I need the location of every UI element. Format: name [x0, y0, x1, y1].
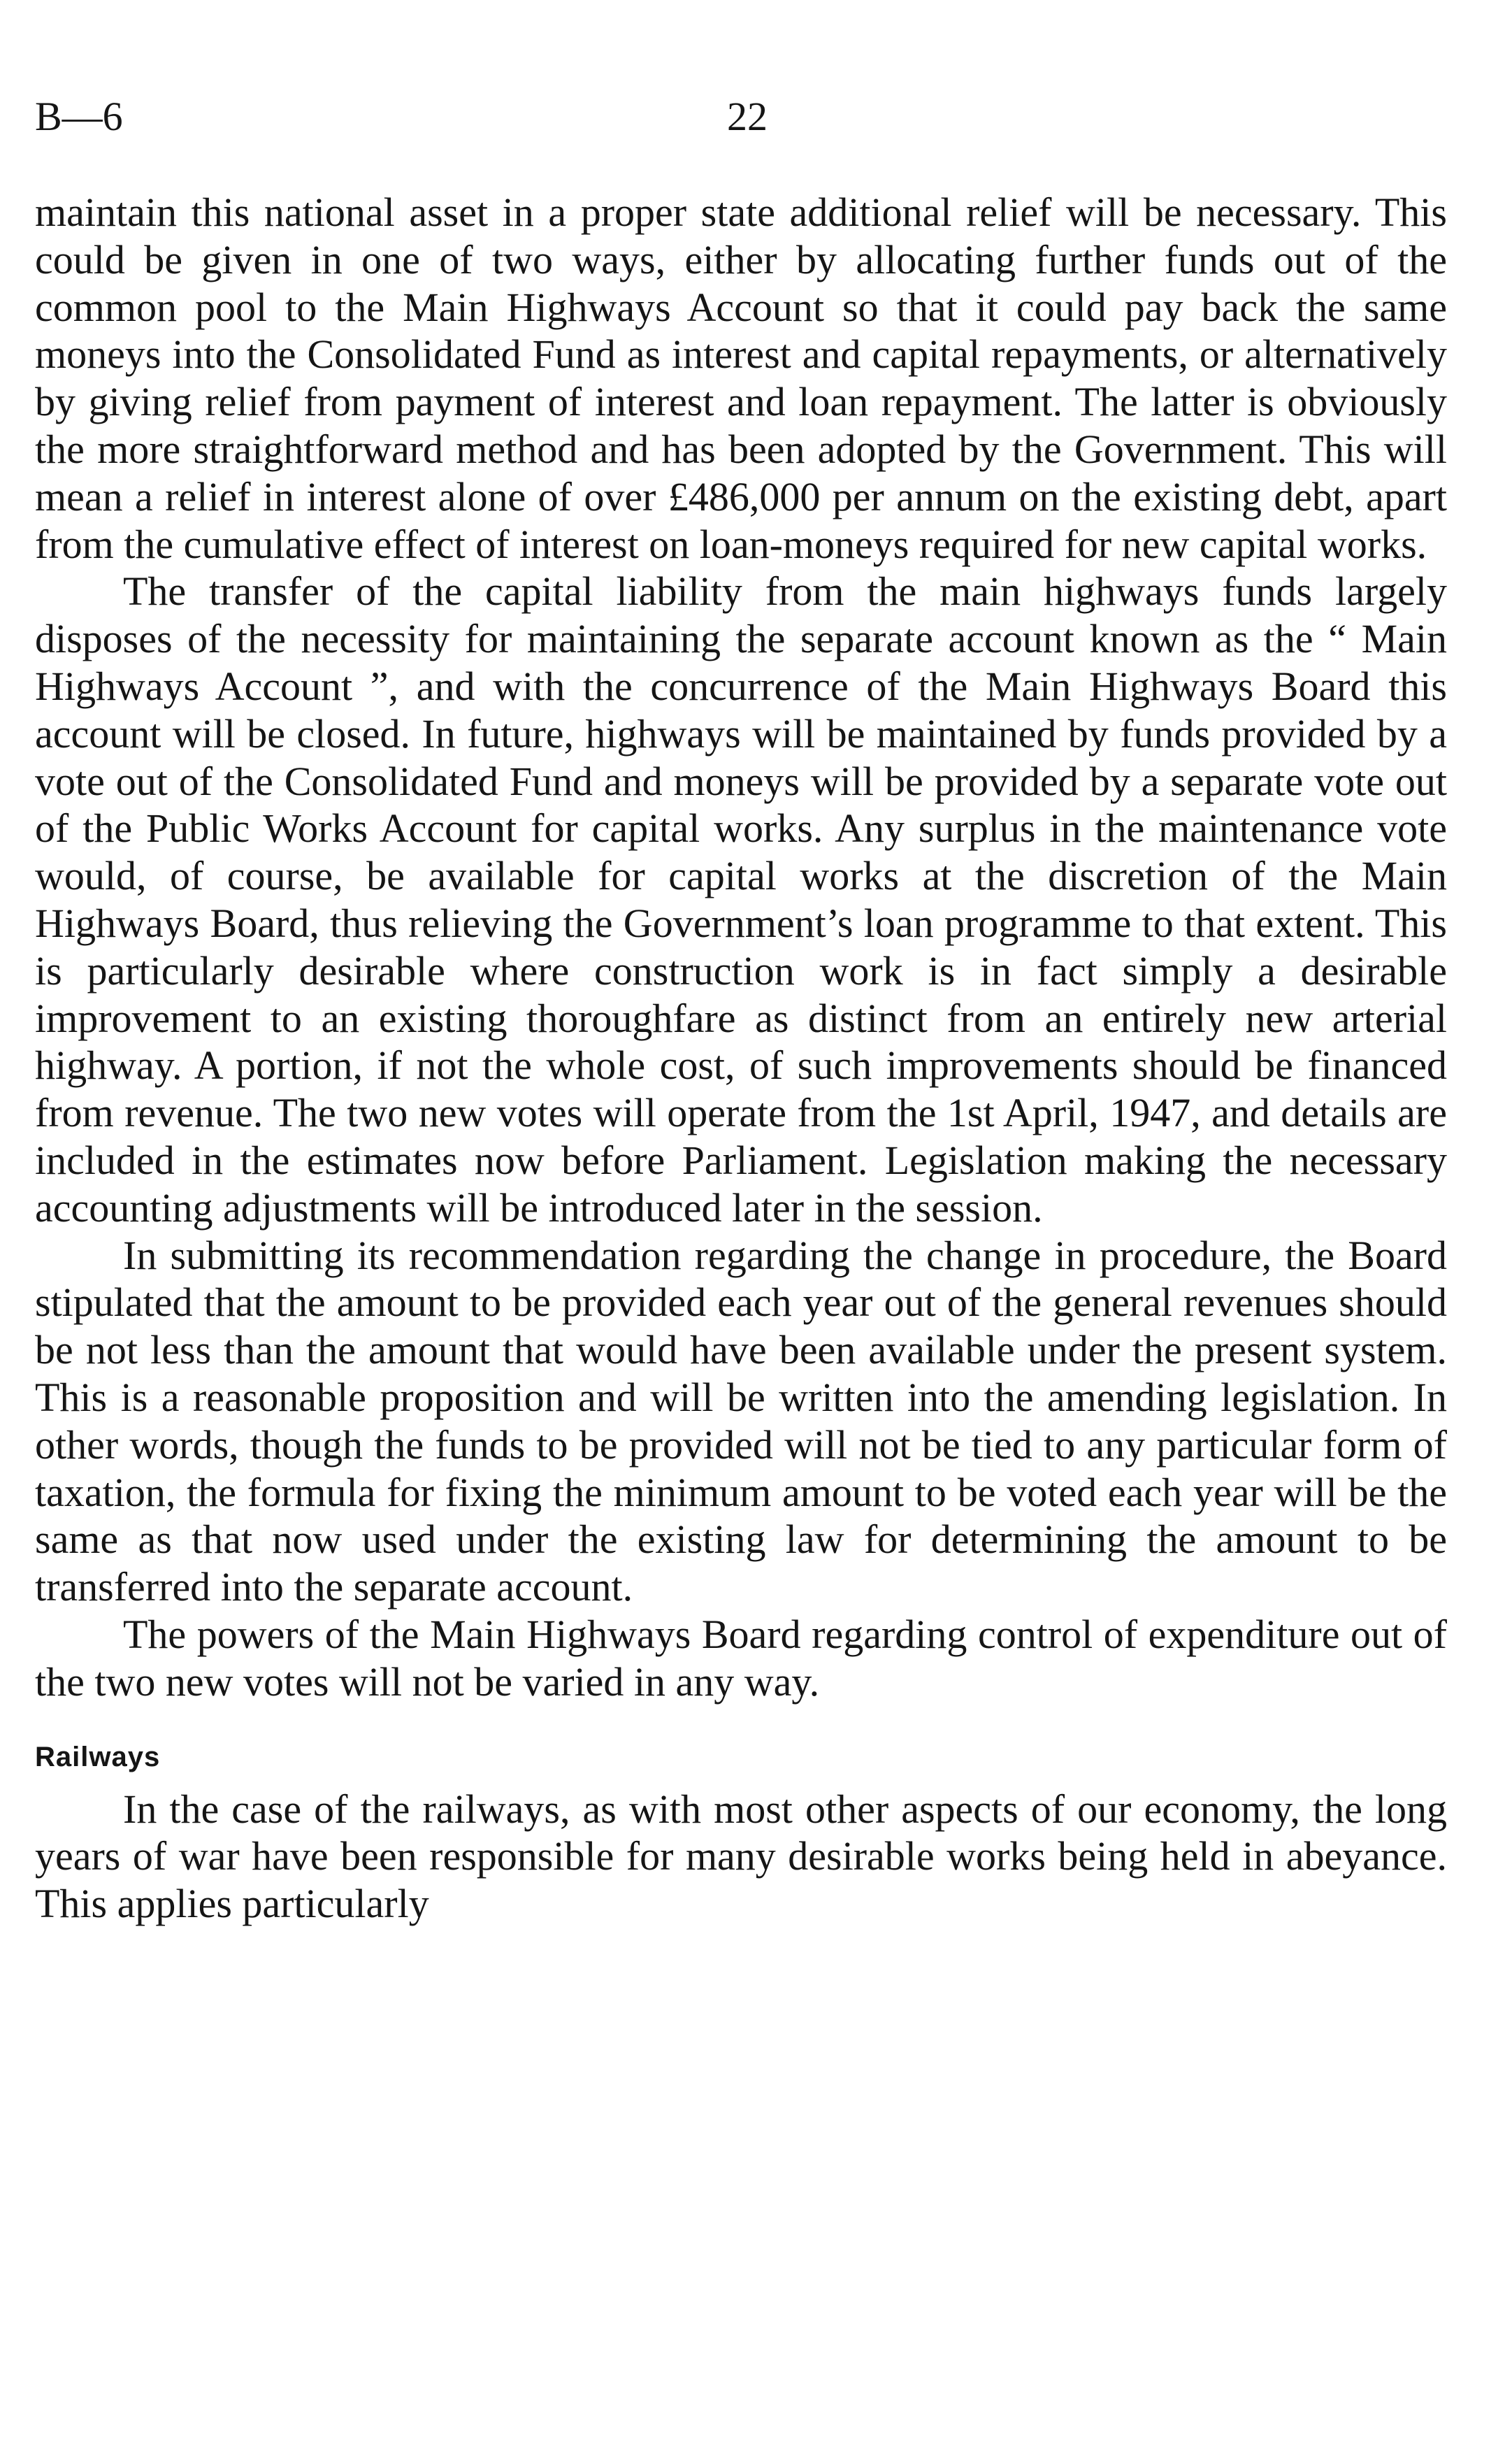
section-heading-railways: Railways: [35, 1741, 161, 1772]
paragraph: In the case of the railways, as with most other aspects of our economy, the long years of war have been responsible for many desirable works being held in abeyance. This applies particularly: [35, 1786, 1447, 1927]
document-id: B—6: [35, 94, 123, 139]
paragraph: In submitting its recommendation regarding the change in procedure, the Board stipulated that the amount to be provided each year out of the general revenues should be not less than the amount that would have been available under the present system. This is a reasonable proposition and will be written into the amending legislation. In other words, though the funds to be provided will not be tied to any particular form of taxation, the formula for fixing the minimum amount to be voted each year will be the same as that now used under the existing law for determining the amount to be transferred into the separate account.: [35, 1232, 1447, 1610]
paragraph: The transfer of the capital liability from the main highways funds largely disposes of the necessity for maintaining the separate account known as the “ Main Highways Account ”, and with the concurrence of the Main Highways Board this account will be closed. In future, highways will be maintained by funds provided by a vote out of the Consolidated Fund and moneys will be provided by a separate vote out of the Public Works Account for capital works. Any surplus in the maintenance vote would, of course, be available for capital works at the discretion of the Main Highways Board, thus relieving the Government’s loan programme to that extent. This is particularly desirable where construction work is in fact simply a desirable improvement to an existing thoroughfare as distinct from an entirely new arterial highway. A portion, if not the whole cost, of such improvements should be financed from revenue. The two new votes will operate from the 1st April, 1947, and details are included in the estimates now before Parliament. Legislation making the necessary accounting adjustments will be introduced later in the session.: [35, 568, 1447, 1231]
paragraph-continued: maintain this national asset in a proper state additional relief will be necessary. This could be given in one of two ways, either by allocating further funds out of the common pool to the Main Highways Account so that it could pay back the same moneys into the Consolidated Fund as interest and capital repayments, or alternatively by giving relief from payment of interest and loan repayment. The latter is obviously the more straightforward method and has been adopted by the Government. This will mean a relief in interest alone of over £486,000 per annum on the existing debt, apart from the cumulative effect of interest on loan-moneys required for new capital works.: [35, 189, 1447, 567]
body-text: [35, 189, 1447, 1928]
paragraph: The powers of the Main Highways Board regarding control of expenditure out of the two new votes will not be varied in any way.: [35, 1611, 1447, 1705]
page-number: 22: [727, 94, 768, 139]
page-header: [35, 92, 1456, 148]
